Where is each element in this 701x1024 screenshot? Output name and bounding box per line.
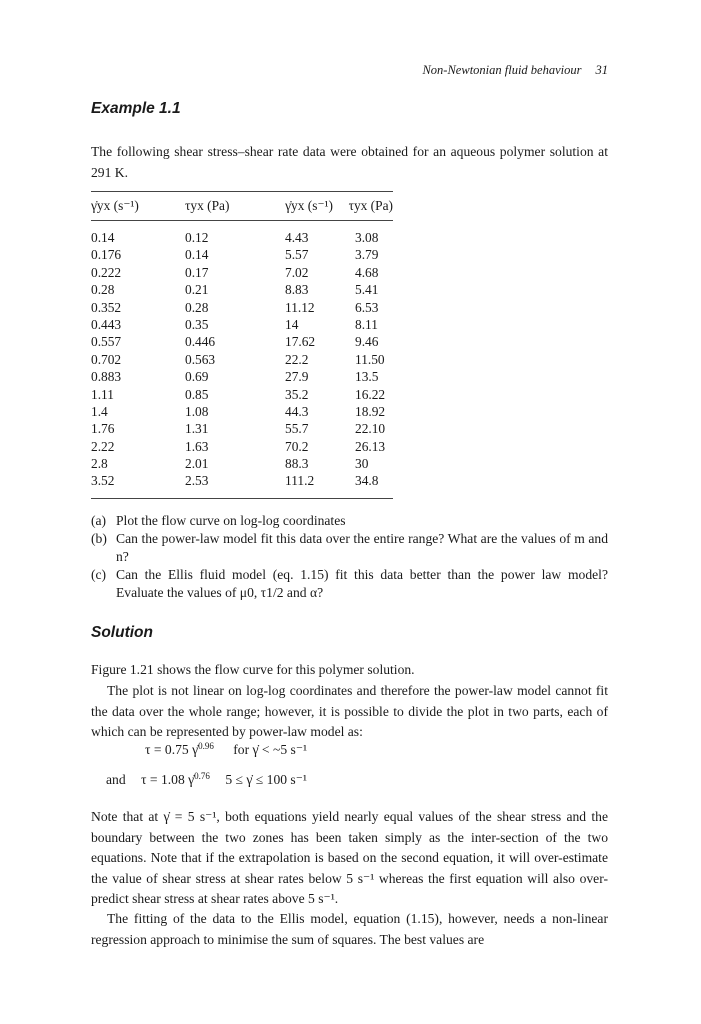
cell-shear-stress-1: 0.35 (185, 316, 209, 332)
cell-shear-stress-2 (333, 282, 393, 299)
cell-shear-rate-1: 0.883 (91, 369, 122, 385)
table-row (91, 247, 393, 264)
table-header-row (91, 192, 393, 221)
question-text: Can the power-law model fit this data over the entire range? What are the values of m and n? (116, 531, 608, 564)
table-row (91, 317, 393, 334)
cell-shear-stress-2-value: 9.46 (355, 334, 379, 350)
cell-shear-rate-2-value: 4.43 (285, 230, 309, 245)
cell-shear-stress-2-value: 5.41 (355, 282, 379, 298)
table-row (91, 456, 393, 473)
cell-shear-stress-2 (333, 247, 393, 264)
solution-paragraph-3: Note that at γ̇ = 5 s⁻¹, both equations yield nearly equal values of the shear stress and the boundary between the two zones has been taken simply as the inter-section of the two equations. Note that if the extrapolation is based on the second equation, it will over-estimate the value of shear stress at shear rates below 5 s⁻¹ whereas the first equation will also over-predict shear stress at shear rates above 5 s⁻¹. (91, 809, 608, 906)
cell-shear-rate-2-value: 55.7 (285, 421, 309, 437)
cell-shear-stress-1: 0.563 (185, 351, 216, 367)
equation-1-condition: for γ̇ < ~5 s⁻¹ (233, 742, 308, 757)
cell-shear-stress-1: 1.08 (185, 403, 209, 419)
cell-shear-stress-2-value: 16.22 (355, 386, 386, 402)
equation-2-prefix: and (106, 772, 126, 787)
cell-shear-stress-1: 0.17 (185, 264, 209, 280)
cell-shear-stress-2-value: 13.5 (355, 369, 379, 385)
cell-shear-rate-2 (257, 456, 333, 473)
table-row (91, 387, 393, 404)
example-intro: The following shear stress–shear rate data were obtained for an aqueous polymer solution at 291 K. (91, 144, 608, 180)
cell-shear-stress-2-value: 30 (355, 456, 369, 472)
cell-shear-stress-2 (333, 387, 393, 404)
cell-shear-stress-2-value: 18.92 (355, 403, 386, 419)
cell-shear-rate-2 (257, 282, 333, 299)
equation-1 (145, 742, 307, 758)
table-row (91, 334, 393, 351)
cell-shear-rate-1: 2.22 (91, 438, 115, 454)
cell-shear-rate-1: 0.557 (91, 334, 122, 350)
cell-shear-rate-2 (257, 473, 333, 498)
cell-shear-stress-2 (333, 317, 393, 334)
cell-shear-rate-2 (257, 369, 333, 386)
question-c (91, 566, 608, 602)
question-list (91, 512, 608, 602)
cell-shear-rate-2-value: 70.2 (285, 438, 309, 454)
cell-shear-rate-2 (257, 317, 333, 334)
table-body (91, 221, 393, 499)
table-row (91, 352, 393, 369)
solution-paragraph-1: Figure 1.21 shows the flow curve for this polymer solution. (91, 662, 415, 677)
solution-paragraph-4: The fitting of the data to the Ellis model, equation (1.15), however, needs a non-linear regression approach to minimise the sum of squares. The best values are (91, 911, 608, 947)
cell-shear-stress-2 (333, 334, 393, 351)
question-text: Can the Ellis fluid model (eq. 1.15) fit this data better than the power law model? Evaluate the values of μ0, τ1/2 and α? (116, 567, 608, 600)
running-head (91, 63, 608, 78)
cell-shear-rate-1: 1.11 (91, 386, 114, 402)
cell-shear-rate-2 (257, 387, 333, 404)
example-title: Example 1.1 (91, 100, 181, 117)
question-label: (a) (91, 513, 107, 528)
data-table (91, 191, 393, 499)
cell-shear-rate-1: 2.8 (91, 456, 108, 472)
cell-shear-rate-2 (257, 439, 333, 456)
cell-shear-stress-1: 0.28 (185, 299, 209, 315)
cell-shear-stress-1: 2.53 (185, 473, 257, 498)
cell-shear-rate-2 (257, 421, 333, 438)
cell-shear-stress-1: 0.85 (185, 386, 209, 402)
header-shear-rate-2: γ̇yx (s⁻¹) (257, 192, 333, 221)
cell-shear-stress-2-value: 34.8 (355, 473, 379, 489)
cell-shear-rate-1: 0.443 (91, 316, 122, 332)
running-title: Non-Newtonian fluid behaviour (422, 63, 582, 77)
cell-shear-rate-2-value: 5.57 (285, 247, 309, 263)
cell-shear-stress-1: 0.69 (185, 369, 209, 385)
cell-shear-rate-2-value: 88.3 (285, 456, 309, 472)
cell-shear-rate-1: 0.222 (91, 264, 122, 280)
cell-shear-rate-2-value: 11.12 (285, 299, 315, 315)
cell-shear-rate-1: 0.352 (91, 299, 122, 315)
cell-shear-stress-1: 1.31 (185, 421, 209, 437)
header-shear-stress-1: τyx (Pa) (185, 192, 257, 221)
question-label: (c) (91, 567, 107, 582)
cell-shear-rate-2-value: 14 (285, 316, 299, 332)
solution-title: Solution (91, 624, 153, 641)
cell-shear-stress-2-value: 8.11 (355, 316, 378, 332)
cell-shear-stress-2 (333, 456, 393, 473)
cell-shear-rate-2-value: 22.2 (285, 351, 309, 367)
equation-1-exponent: 0.96 (198, 741, 214, 751)
cell-shear-stress-2-value: 11.50 (355, 351, 385, 367)
cell-shear-rate-1: 3.52 (91, 473, 185, 498)
cell-shear-stress-2 (333, 352, 393, 369)
cell-shear-stress-2 (333, 300, 393, 317)
equation-2-condition: 5 ≤ γ̇ ≤ 100 s⁻¹ (225, 772, 307, 787)
question-a (91, 512, 608, 530)
cell-shear-stress-2 (333, 439, 393, 456)
cell-shear-rate-2-value: 111.2 (285, 473, 315, 489)
page-number: 31 (595, 63, 608, 77)
cell-shear-stress-1: 0.21 (185, 282, 209, 298)
equation-2-lhs: τ = 1.08 γ̇ (141, 772, 195, 787)
cell-shear-stress-2 (333, 421, 393, 438)
cell-shear-stress-2-value: 22.10 (355, 421, 386, 437)
header-shear-rate-1: γ̇yx (s⁻¹) (91, 192, 185, 221)
cell-shear-rate-2-value: 27.9 (285, 369, 309, 385)
cell-shear-stress-1: 1.63 (185, 438, 209, 454)
cell-shear-stress-1: 2.01 (185, 456, 209, 472)
cell-shear-rate-2-value: 35.2 (285, 386, 309, 402)
cell-shear-rate-1: 0.176 (91, 247, 122, 263)
cell-shear-stress-2-value: 6.53 (355, 299, 379, 315)
cell-shear-rate-2 (257, 334, 333, 351)
table-row (91, 439, 393, 456)
cell-shear-stress-2-value: 26.13 (355, 438, 386, 454)
cell-shear-rate-2 (257, 300, 333, 317)
cell-shear-rate-2-value: 17.62 (285, 334, 316, 350)
cell-shear-rate-1: 1.76 (91, 421, 115, 437)
cell-shear-rate-2-value: 44.3 (285, 403, 309, 419)
cell-shear-stress-2 (333, 473, 393, 498)
cell-shear-stress-1: 0.446 (185, 334, 216, 350)
table-row (91, 282, 393, 299)
table-row (91, 300, 393, 317)
solution-paragraph-2: The plot is not linear on log-log coordinates and therefore the power-law model cannot fit the data over the whole range; however, it is possible to divide the plot in two parts, each of which can be represented by power-law model as: (91, 683, 608, 739)
cell-shear-rate-1: 0.14 (91, 230, 115, 245)
table-row (91, 404, 393, 421)
cell-shear-rate-2 (257, 221, 333, 248)
cell-shear-stress-2-value: 3.79 (355, 247, 379, 263)
equation-2 (106, 772, 307, 788)
cell-shear-rate-1: 0.702 (91, 351, 122, 367)
cell-shear-rate-2 (257, 265, 333, 282)
table-row (91, 473, 393, 498)
cell-shear-stress-2-value: 3.08 (355, 230, 379, 245)
cell-shear-stress-2 (333, 221, 393, 248)
cell-shear-rate-2 (257, 352, 333, 369)
table-row (91, 369, 393, 386)
question-text: Plot the flow curve on log-log coordinates (116, 513, 346, 528)
cell-shear-rate-1: 0.28 (91, 282, 115, 298)
cell-shear-stress-2-value: 4.68 (355, 264, 379, 280)
equation-1-lhs: τ = 0.75 γ̇ (145, 742, 199, 757)
header-shear-stress-2: τyx (Pa) (333, 192, 393, 221)
question-b (91, 530, 608, 566)
cell-shear-stress-1: 0.14 (185, 247, 209, 263)
cell-shear-rate-2-value: 8.83 (285, 282, 309, 298)
cell-shear-stress-2 (333, 265, 393, 282)
table-row (91, 265, 393, 282)
question-label: (b) (91, 531, 107, 546)
table-row (91, 221, 393, 248)
cell-shear-stress-2 (333, 404, 393, 421)
cell-shear-rate-1: 1.4 (91, 403, 108, 419)
equation-2-exponent: 0.76 (194, 771, 210, 781)
cell-shear-rate-2 (257, 247, 333, 264)
cell-shear-stress-1: 0.12 (185, 230, 209, 245)
cell-shear-rate-2-value: 7.02 (285, 264, 309, 280)
cell-shear-rate-2 (257, 404, 333, 421)
table-row (91, 421, 393, 438)
cell-shear-stress-2 (333, 369, 393, 386)
